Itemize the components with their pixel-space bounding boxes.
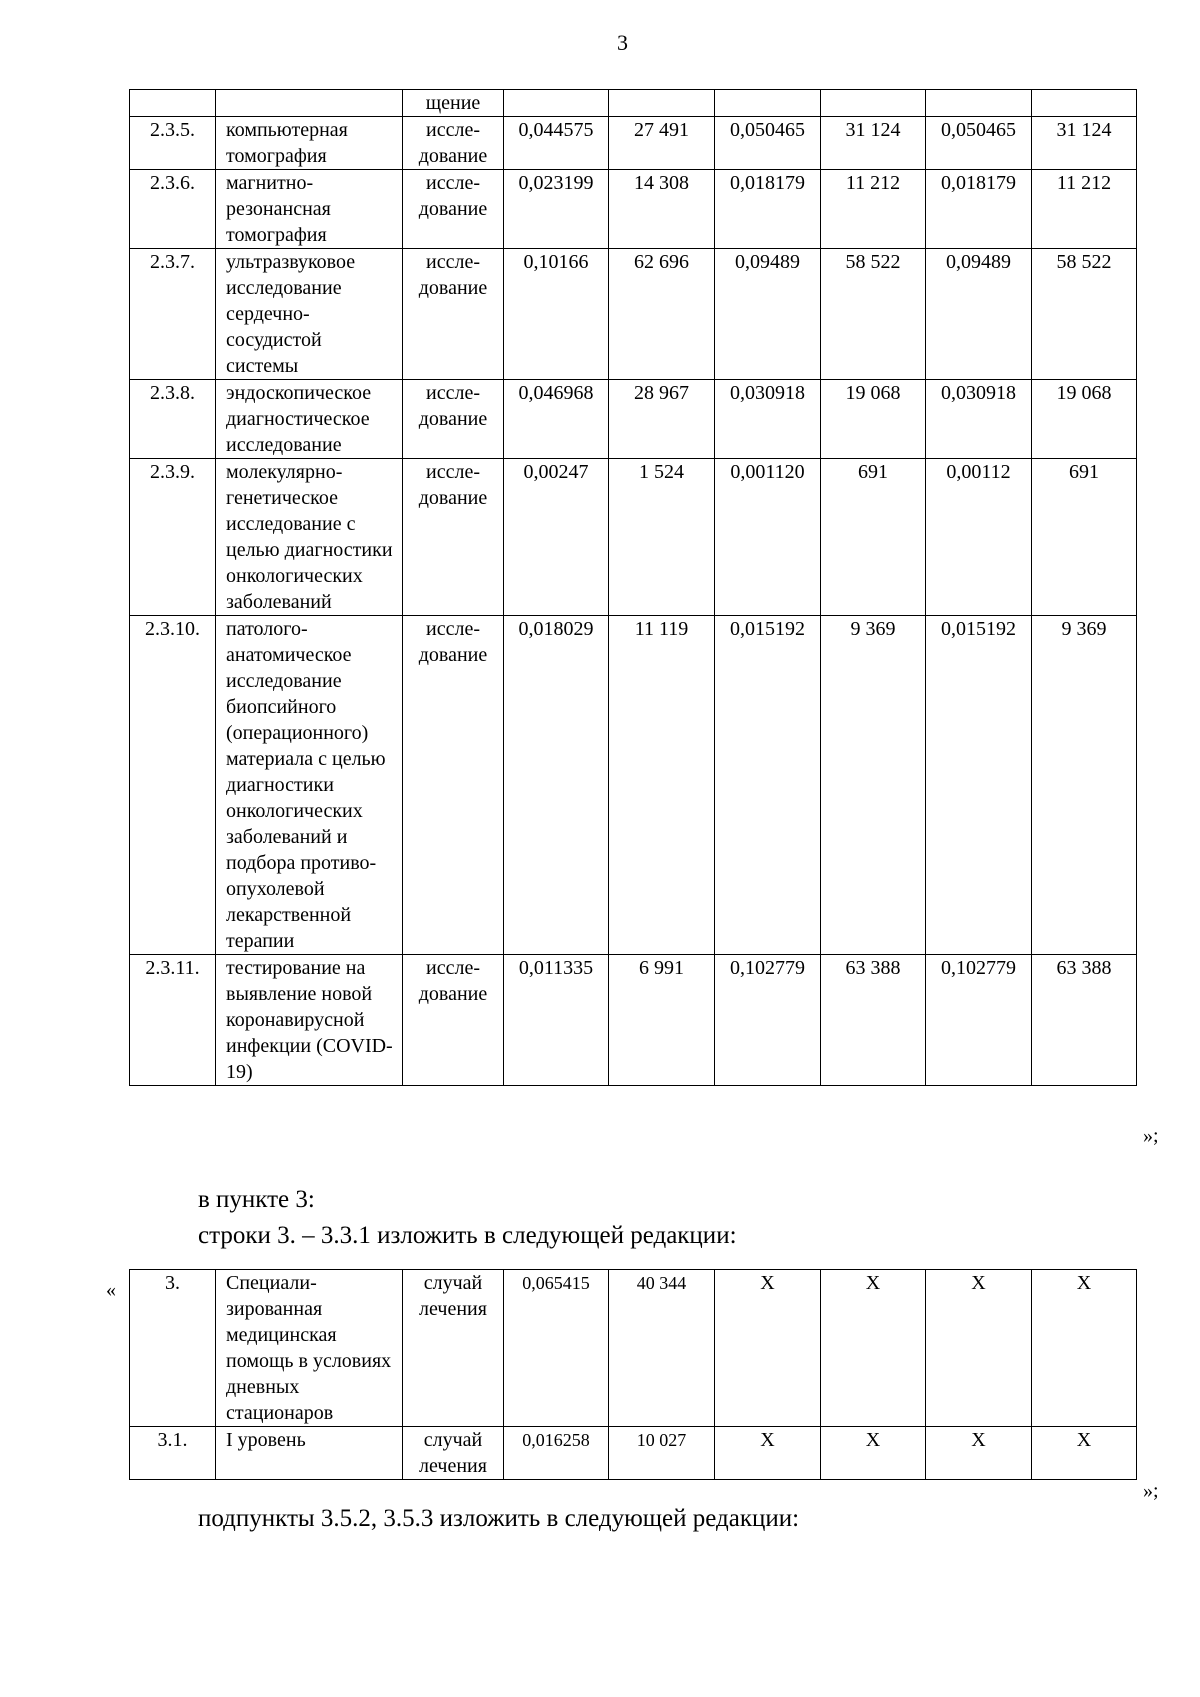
value-cell: X: [821, 1270, 926, 1427]
value-cell: 63 388: [821, 955, 926, 1086]
value-cell: X: [1032, 1270, 1137, 1427]
opening-quote: «: [106, 1279, 116, 1301]
service-name: [216, 90, 403, 117]
service-name: магнитно-резонансная томография: [216, 170, 403, 249]
table-row: [130, 616, 1137, 955]
value-cell: 1 524: [609, 459, 715, 616]
value-cell: 0,001120: [715, 459, 821, 616]
value-cell: 63 388: [1032, 955, 1137, 1086]
value-cell: [609, 90, 715, 117]
value-cell: 58 522: [821, 249, 926, 380]
service-name: компьютерная томография: [216, 117, 403, 170]
value-cell: 0,030918: [926, 380, 1032, 459]
value-cell: [926, 90, 1032, 117]
value-cell: 0,00247: [504, 459, 609, 616]
service-name: ультразвуковое исследование сердечно-сосудистой системы: [216, 249, 403, 380]
value-cell: 62 696: [609, 249, 715, 380]
value-cell: 0,016258: [504, 1427, 609, 1480]
value-cell: 691: [821, 459, 926, 616]
services-table: [129, 89, 1137, 1086]
row-number: 3.1.: [130, 1427, 216, 1480]
table-row: [130, 170, 1137, 249]
value-cell: 691: [1032, 459, 1137, 616]
value-cell: X: [926, 1427, 1032, 1480]
value-cell: 0,09489: [715, 249, 821, 380]
day-hospital-table: [129, 1269, 1137, 1480]
value-cell: 0,018029: [504, 616, 609, 955]
value-cell: 0,018179: [715, 170, 821, 249]
value-cell: X: [715, 1427, 821, 1480]
value-cell: 0,102779: [926, 955, 1032, 1086]
value-cell: 19 068: [1032, 380, 1137, 459]
value-cell: X: [715, 1270, 821, 1427]
service-name: Специали-зированная медицинская помощь в условиях дневных стационаров: [216, 1270, 403, 1427]
closing-quote: »;: [1143, 1125, 1159, 1147]
value-cell: 31 124: [821, 117, 926, 170]
row-number: 2.3.9.: [130, 459, 216, 616]
service-name: тестирование на выявление новой коронавирусной инфекции (COVID-19): [216, 955, 403, 1086]
value-cell: X: [926, 1270, 1032, 1427]
table-row: [130, 459, 1137, 616]
value-cell: 31 124: [1032, 117, 1137, 170]
service-name: I уровень: [216, 1427, 403, 1480]
value-cell: 9 369: [821, 616, 926, 955]
value-cell: [504, 90, 609, 117]
service-name: молекулярно-генетическое исследование с целью диагностики онкологических заболеваний: [216, 459, 403, 616]
value-cell: 0,102779: [715, 955, 821, 1086]
row-number: 2.3.7.: [130, 249, 216, 380]
unit-of-measure: иссле-дование: [403, 117, 504, 170]
value-cell: 40 344: [609, 1270, 715, 1427]
closing-quote: »;: [1143, 1480, 1159, 1502]
paragraph-edit-rows: строки 3. – 3.3.1 изложить в следующей редакции:: [198, 1222, 737, 1249]
row-number: 2.3.11.: [130, 955, 216, 1086]
value-cell: 0,015192: [926, 616, 1032, 955]
row-number: 2.3.5.: [130, 117, 216, 170]
value-cell: 0,046968: [504, 380, 609, 459]
row-number: 3.: [130, 1270, 216, 1427]
value-cell: 27 491: [609, 117, 715, 170]
value-cell: 0,044575: [504, 117, 609, 170]
value-cell: 0,00112: [926, 459, 1032, 616]
table-row: [130, 90, 1137, 117]
unit-of-measure: иссле-дование: [403, 955, 504, 1086]
service-name: патолого-анатомическое исследование биопсийного (операционного) материала с целью диагностики онкологических заболеваний и подбора противо-опухолевой лекарственной терапии: [216, 616, 403, 955]
value-cell: [1032, 90, 1137, 117]
value-cell: 0,09489: [926, 249, 1032, 380]
value-cell: 0,10166: [504, 249, 609, 380]
service-name: эндоскопическое диагностическое исследование: [216, 380, 403, 459]
unit-of-measure: иссле-дование: [403, 249, 504, 380]
value-cell: 11 212: [1032, 170, 1137, 249]
value-cell: 0,065415: [504, 1270, 609, 1427]
table-row: [130, 380, 1137, 459]
unit-of-measure: иссле-дование: [403, 380, 504, 459]
paragraph-item-3: в пункте 3:: [198, 1186, 315, 1213]
page-number: 3: [617, 30, 628, 55]
unit-of-measure: иссле-дование: [403, 616, 504, 955]
value-cell: 28 967: [609, 380, 715, 459]
value-cell: 14 308: [609, 170, 715, 249]
value-cell: 0,011335: [504, 955, 609, 1086]
row-number: 2.3.10.: [130, 616, 216, 955]
value-cell: 58 522: [1032, 249, 1137, 380]
table-row: [130, 1270, 1137, 1427]
unit-of-measure: случай лечения: [403, 1427, 504, 1480]
value-cell: 0,050465: [715, 117, 821, 170]
value-cell: 6 991: [609, 955, 715, 1086]
unit-of-measure: случай лечения: [403, 1270, 504, 1427]
table-row: [130, 955, 1137, 1086]
unit-of-measure: иссле-дование: [403, 170, 504, 249]
paragraph-subitems: подпункты 3.5.2, 3.5.3 изложить в следующей редакции:: [198, 1505, 800, 1532]
row-number: [130, 90, 216, 117]
value-cell: 0,015192: [715, 616, 821, 955]
value-cell: [715, 90, 821, 117]
value-cell: 11 212: [821, 170, 926, 249]
row-number: 2.3.8.: [130, 380, 216, 459]
value-cell: 0,050465: [926, 117, 1032, 170]
value-cell: 19 068: [821, 380, 926, 459]
unit-of-measure: иссле-дование: [403, 459, 504, 616]
value-cell: X: [1032, 1427, 1137, 1480]
value-cell: [821, 90, 926, 117]
table-row: [130, 249, 1137, 380]
value-cell: 11 119: [609, 616, 715, 955]
table-row: [130, 117, 1137, 170]
table-row: [130, 1427, 1137, 1480]
unit-of-measure: щение: [403, 90, 504, 117]
value-cell: 0,023199: [504, 170, 609, 249]
row-number: 2.3.6.: [130, 170, 216, 249]
value-cell: 10 027: [609, 1427, 715, 1480]
value-cell: 0,030918: [715, 380, 821, 459]
value-cell: 0,018179: [926, 170, 1032, 249]
value-cell: X: [821, 1427, 926, 1480]
value-cell: 9 369: [1032, 616, 1137, 955]
